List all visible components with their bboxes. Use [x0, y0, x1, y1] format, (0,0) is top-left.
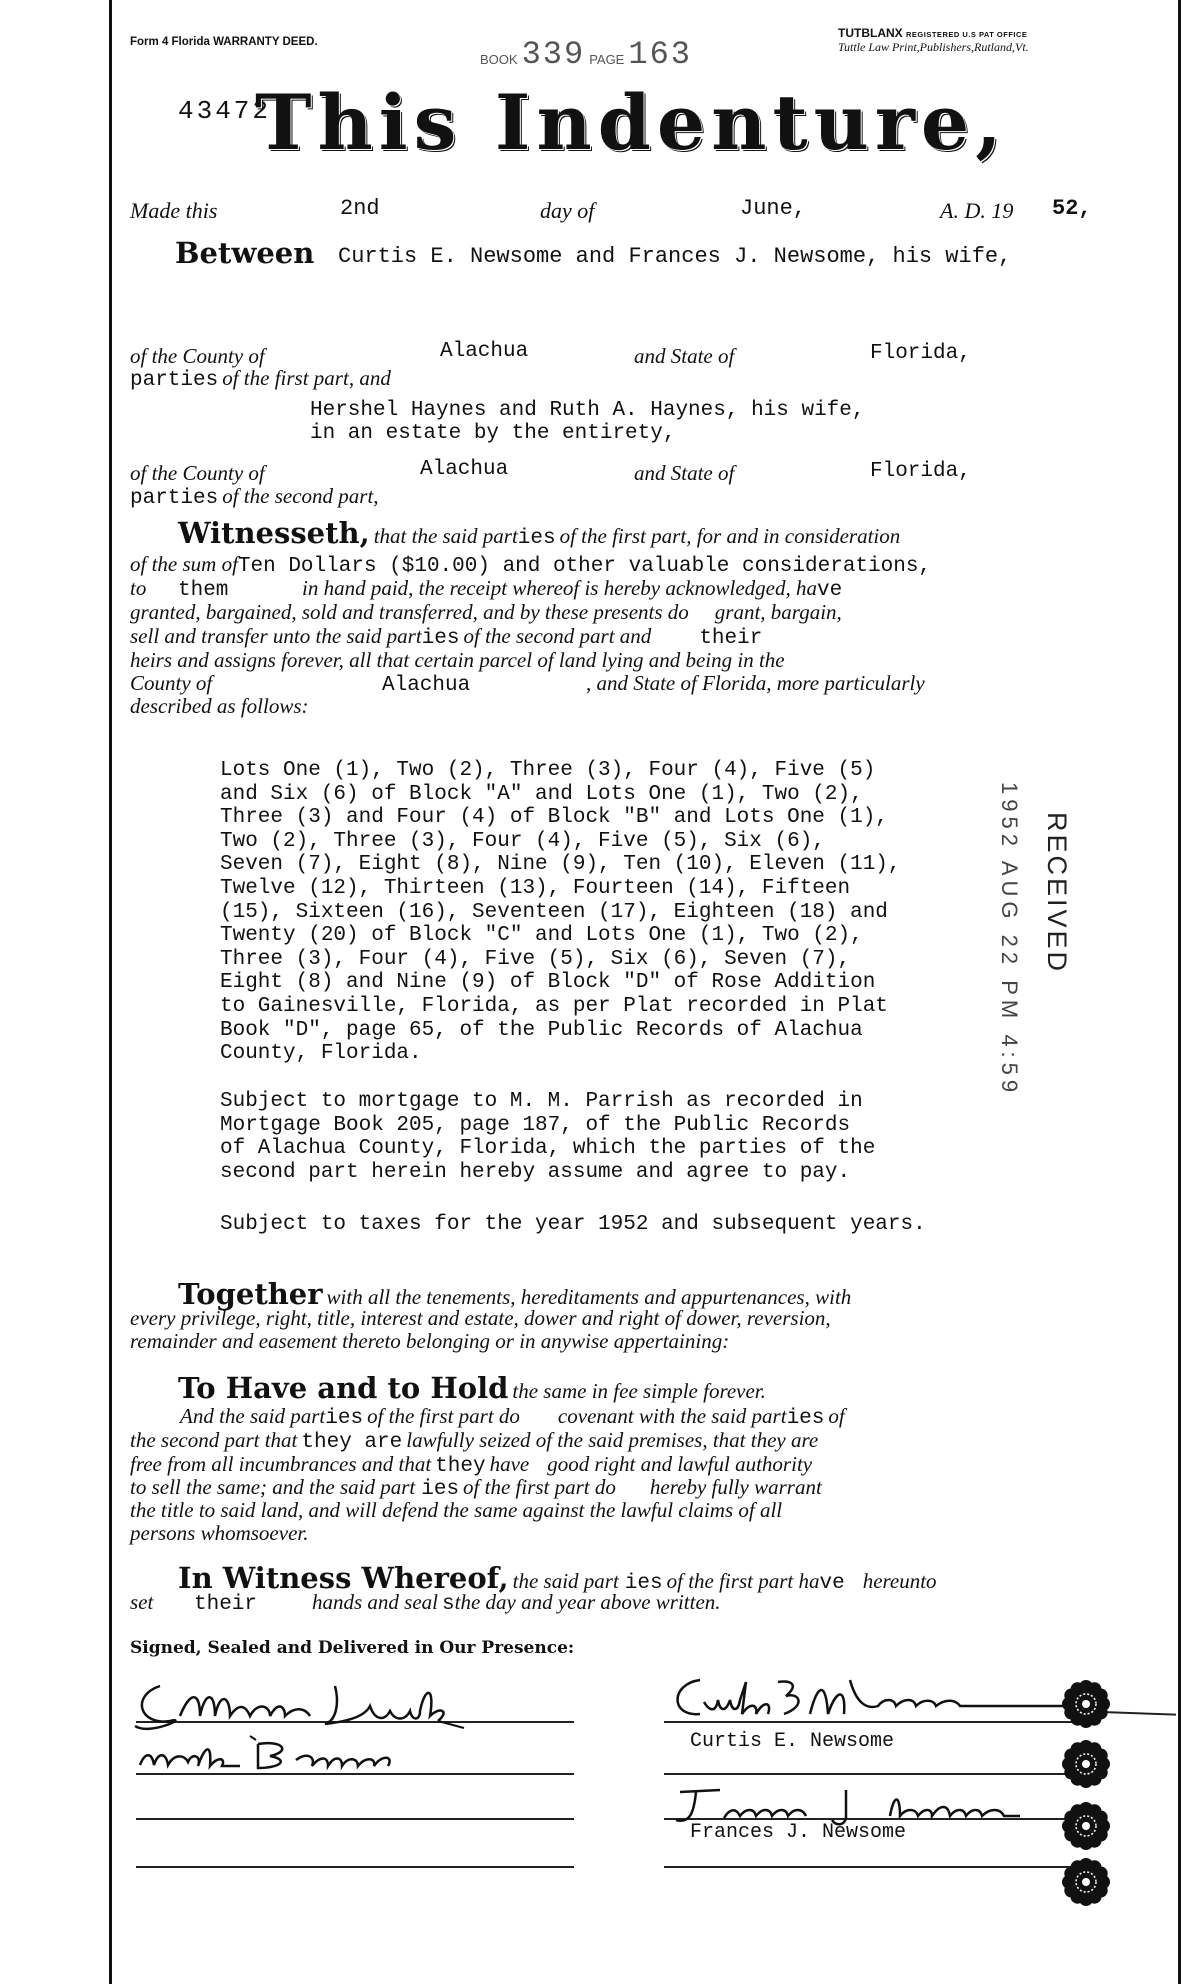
witness-2-signature — [130, 1730, 470, 1780]
legal-description-line: County, Florida. — [220, 1042, 422, 1066]
document-title: This Indenture, — [255, 78, 1008, 167]
witnesseth-line-6: heirs and assigns forever, all that certain parcel of land lying and being in the — [130, 648, 785, 672]
book-page-stamp: BOOK 339 PAGE 163 — [480, 36, 692, 73]
legal-description-line: Twenty (20) of Block "C" and Lots One (1), Two (2), — [220, 924, 863, 948]
grantor-2-line — [664, 1773, 1084, 1775]
received-stamp: RECEIVED — [1042, 812, 1072, 975]
witnesseth-line-5: sell and transfer unto the said parties of the second part and their — [130, 624, 763, 650]
to-have-line-3: the second part that they are lawfully seized of the said premises, that they are — [130, 1428, 819, 1454]
legal-description-line: Eight (8) and Nine (9) of Block "D" of Rose Addition — [220, 971, 876, 995]
witness-4-line — [136, 1866, 574, 1868]
grantor-4-line — [664, 1866, 1084, 1868]
grantees-line-1: Hershel Haynes and Ruth A. Haynes, his wife, — [310, 399, 865, 422]
witnesseth-line-1: Witnesseth, that the said parties of the first part, for and in consideration — [178, 516, 901, 550]
between-label: Between — [175, 236, 315, 270]
second-state: Florida, — [870, 460, 971, 483]
legal-description-line: to Gainesville, Florida, as per Plat recorded in Plat — [220, 995, 888, 1018]
legal-description-line: Two (2), Three (3), Four (4), Five (5), Six (6), — [220, 829, 825, 853]
first-county-label: of the County of — [130, 344, 265, 368]
taxes-line: Subject to taxes for the year 1952 and subsequent years. — [220, 1213, 926, 1236]
grantor-1-signature — [660, 1672, 1100, 1732]
witnesseth-line-7: County of Alachua , and State of Florida, more particularly — [130, 671, 925, 697]
legal-description-line: Twelve (12), Thirteen (13), Fourteen (14), Fifteen — [220, 877, 851, 900]
grantees-line-2: in an estate by the entirety, — [310, 422, 676, 445]
deed-day: 2nd — [340, 196, 380, 221]
grantor-2-name: Frances J. Newsome — [690, 1821, 907, 1844]
ad-label: A. D. 19 — [940, 198, 1014, 223]
first-county: Alachua — [440, 340, 529, 363]
day-of-label: day of — [540, 198, 595, 223]
first-state: Florida, — [870, 342, 971, 365]
legal-description-line: and Six (6) of Block "A" and Lots One (1), Two (2), — [220, 782, 863, 806]
legal-description-line: Three (3) and Four (4) of Block "B" and Lots One (1), — [220, 806, 888, 830]
witness-3-line — [136, 1818, 574, 1820]
in-witness-label: In Witness Whereof, — [178, 1561, 509, 1595]
to-have-line-7: persons whomsoever. — [130, 1521, 309, 1545]
received-datetime: 1952 AUG 22 PM 4:59 — [997, 782, 1022, 1098]
seal-icon — [1060, 1678, 1112, 1730]
second-state-label: and State of — [634, 461, 735, 485]
to-have-line-2: And the said parties of the first part do covenant with the said parties of — [180, 1404, 845, 1430]
legal-description-line: Three (3), Four (4), Five (5), Six (6), Seven (7), — [220, 947, 851, 971]
first-state-label: and State of — [634, 344, 735, 368]
witnesseth-line-4: granted, bargained, sold and transferred, and by these presents do grant, bargain, — [130, 600, 842, 624]
form-label: Form 4 Florida WARRANTY DEED. — [130, 36, 318, 48]
publisher-name: TUTBLANX REGISTERED U.S PAT OFFICE — [838, 26, 1028, 40]
second-county: Alachua — [420, 458, 509, 481]
mortgage-line: Subject to mortgage to M. M. Parrish as recorded in — [220, 1090, 863, 1113]
publisher-line: Tuttle Law Print,Publishers,Rutland,Vt. — [838, 40, 1029, 54]
to-have-label: To Have and to Hold — [178, 1371, 509, 1405]
witnesseth-label: Witnesseth, — [178, 516, 370, 550]
to-have-line-5: to sell the same; and the said part ies of the first part do hereby fully warrant — [130, 1475, 822, 1501]
legal-description-line: (15), Sixteen (16), Seventeen (17), Eighteen (18) and — [220, 900, 888, 924]
together-line-3: remainder and easement thereto belonging or in anywise appertaining: — [130, 1329, 730, 1353]
witnesseth-line-2: of the sum ofTen Dollars ($10.00) and other valuable considerations, — [130, 552, 932, 578]
left-margin-rule — [109, 0, 112, 1984]
mortgage-line: second part herein hereby assume and agree to pay. — [220, 1160, 851, 1184]
mortgage-line: of Alachua County, Florida, which the parties of the — [220, 1137, 876, 1161]
to-have-line-1: To Have and to Hold the same in fee simple forever. — [178, 1371, 766, 1405]
witnesseth-line-8: described as follows: — [130, 694, 309, 718]
first-parties-line: parties of the first part, and — [130, 366, 391, 392]
legal-description-line: Seven (7), Eight (8), Nine (9), Ten (10), Eleven (11), — [220, 853, 901, 877]
instrument-number: 43472 — [178, 96, 272, 126]
legal-description-line: Lots One (1), Two (2), Three (3), Four (4), Five (5) — [220, 759, 876, 782]
deed-year: 52, — [1052, 196, 1092, 221]
presence-label: Signed, Sealed and Delivered in Our Presence: — [130, 1638, 575, 1658]
second-parties-line: parties of the second part, — [130, 484, 379, 510]
grantor-1-name: Curtis E. Newsome — [690, 1730, 895, 1753]
to-have-line-4: free from all incumbrances and that they have good right and lawful authority — [130, 1452, 813, 1478]
mortgage-line: Mortgage Book 205, page 187, of the Public Records — [220, 1113, 851, 1137]
legal-description-line: Book "D", page 65, of the Public Records of Alachua — [220, 1018, 863, 1042]
seal-icon — [1060, 1738, 1112, 1790]
seal-icon — [1060, 1856, 1112, 1908]
in-witness-line-2: set their hands and seal sthe day and year above written. — [130, 1590, 721, 1616]
grantors-names: Curtis E. Newsome and Frances J. Newsome, his wife, — [338, 244, 1012, 269]
made-this-label: Made this — [130, 198, 218, 223]
to-have-line-6: the title to said land, and will defend the same against the lawful claims of all — [130, 1498, 783, 1522]
together-label: Together — [178, 1277, 323, 1311]
seal-icon — [1060, 1800, 1112, 1852]
second-county-label: of the County of — [130, 461, 265, 485]
together-line-2: every privilege, right, title, interest and estate, dower and right of dower, reversion, — [130, 1306, 831, 1330]
deed-month: June, — [740, 196, 807, 221]
together-line-1: Together with all the tenements, hereditaments and appurtenances, with — [178, 1277, 852, 1311]
right-margin-rule — [1178, 0, 1181, 1984]
in-witness-line-1: In Witness Whereof, the said part ies of the first part have hereunto — [178, 1561, 937, 1595]
witnesseth-line-3: to them in hand paid, the receipt whereof is hereby acknowledged, have — [130, 576, 843, 602]
